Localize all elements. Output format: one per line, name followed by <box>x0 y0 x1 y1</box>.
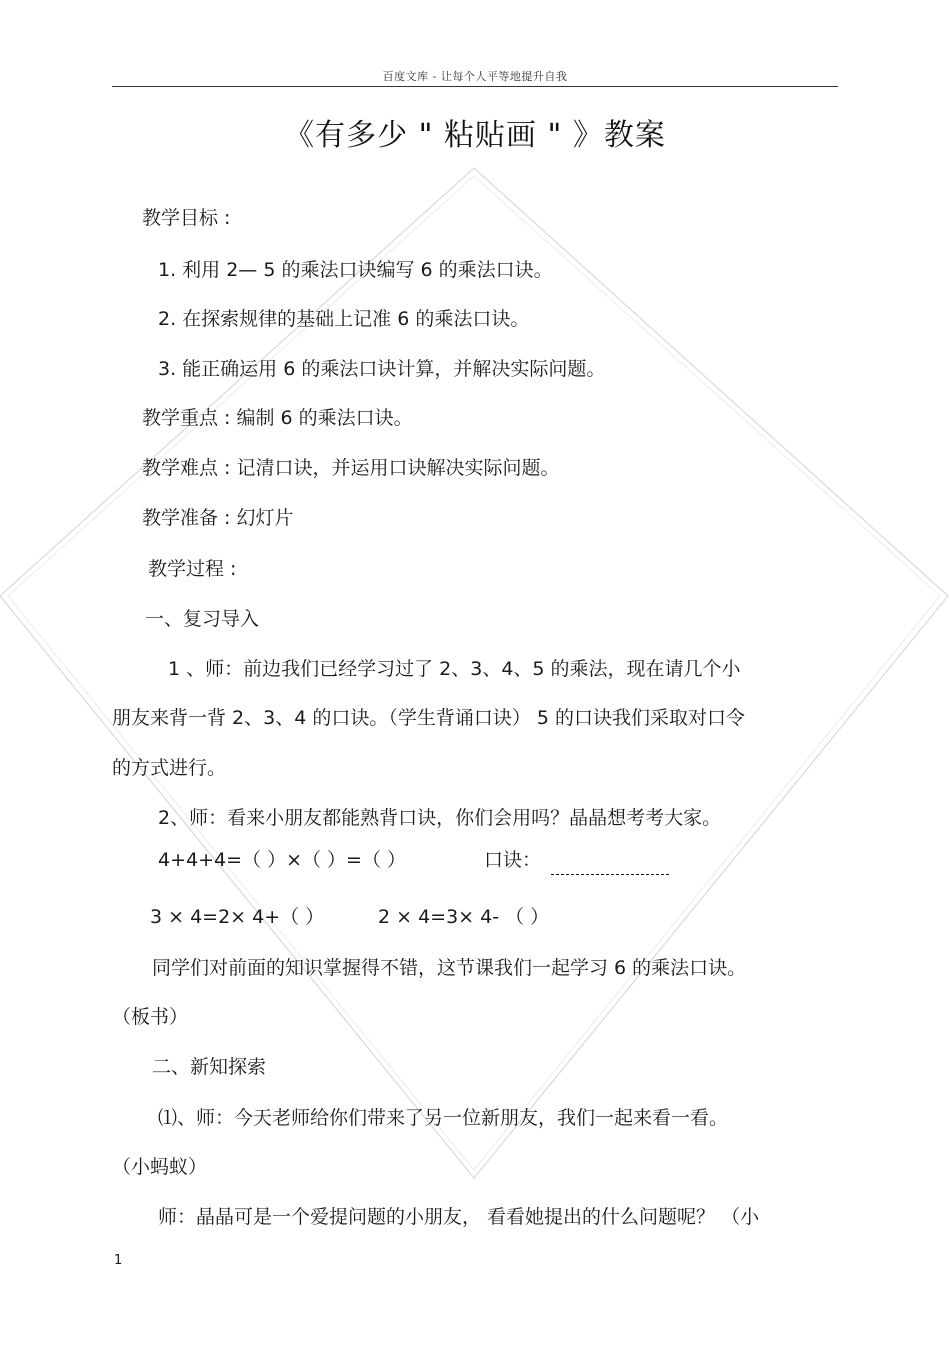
objective-item-3: 3. 能正确运用 6 的乘法口诀计算，并解决实际问题。 <box>158 358 606 380</box>
preparation-line: 教学准备 : 幻灯片 <box>142 507 294 529</box>
answer-blank <box>551 874 669 875</box>
paragraph-line: 师：晶晶可是一个爱提问题的小朋友， 看看她提出的什么问题呢？ （小 <box>158 1206 760 1228</box>
section-heading-process: 教学过程 : <box>148 558 237 580</box>
exercise-equation: 2 × 4=3× 4- （ ） <box>378 906 550 928</box>
objective-item-2: 2. 在探索规律的基础上记准 6 的乘法口诀。 <box>158 308 530 330</box>
page-header: 百度文库 - 让每个人平等地提升自我 <box>382 70 568 83</box>
section-heading-review: 一、复习导入 <box>145 608 260 630</box>
page-number: 1 <box>114 1253 123 1268</box>
key-point-line: 教学重点 : 编制 6 的乘法口诀。 <box>142 407 413 429</box>
paragraph-line: 1 、师：前边我们已经学习过了 2、3、4、5 的乘法，现在请几个小 <box>168 658 741 680</box>
paragraph-line: 朋友来背一背 2、3、4 的口诀。（学生背诵口诀） 5 的口诀我们采取对口令 <box>112 707 746 729</box>
section-heading-explore: 二、新知探索 <box>152 1056 267 1078</box>
paragraph-line: 的方式进行。 <box>112 757 227 779</box>
header-divider <box>112 86 838 87</box>
exercise-equation: 3 × 4=2× 4+（ ） <box>150 906 325 928</box>
document-title: 《有多少 " 粘贴画 " 》教案 <box>284 118 666 153</box>
paragraph-line: （小蚂蚁） <box>112 1156 208 1178</box>
difficulty-line: 教学难点 : 记清口诀，并运用口诀解决实际问题。 <box>142 457 560 479</box>
paragraph-line: 2、师：看来小朋友都能熟背口诀，你们会用吗？晶晶想考考大家。 <box>158 807 722 829</box>
mnemonic-label: 口诀： <box>484 849 542 871</box>
paragraph-line: （板书） <box>112 1006 189 1028</box>
paragraph-line: 同学们对前面的知识掌握得不错，这节课我们一起学习 6 的乘法口诀。 <box>152 957 747 979</box>
paragraph-line: ⑴、师：今天老师给你们带来了另一位新朋友，我们一起来看一看。 <box>158 1107 729 1129</box>
objective-item-1: 1. 利用 2— 5 的乘法口诀编写 6 的乘法口诀。 <box>158 259 553 281</box>
exercise-equation: 4+4+4=（ ）×（ ）=（ ） <box>158 849 406 871</box>
section-heading-objectives: 教学目标 : <box>142 207 231 229</box>
